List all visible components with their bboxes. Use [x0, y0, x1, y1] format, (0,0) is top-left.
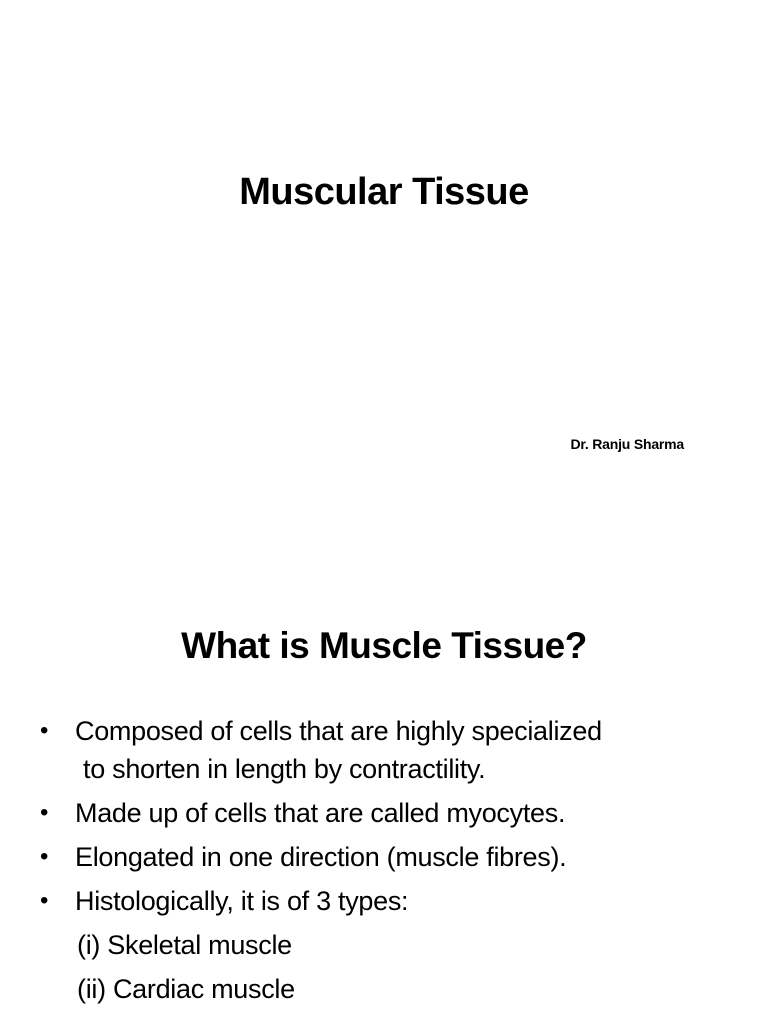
bullet-item — [40, 882, 740, 920]
bullet-item — [40, 712, 740, 788]
bullet-text: Made up of cells that are called myocytes. — [75, 798, 566, 828]
sub-list-item — [40, 926, 740, 964]
bullet-text-line-1: Composed of cells that are highly specialized — [75, 716, 602, 746]
bullet-text-line-2: to shorten in length by contractility. — [83, 754, 486, 784]
sub-item-text: (ii) Cardiac muscle — [77, 974, 295, 1004]
bullet-text: Elongated in one direction (muscle fibres). — [75, 842, 567, 872]
author-name: Dr. Ranju Sharma — [570, 436, 684, 452]
sub-item-text: (i) Skeletal muscle — [77, 930, 292, 960]
bullet-marker: • — [40, 717, 49, 744]
slide-2-title: What is Muscle Tissue? — [181, 625, 587, 666]
bullet-item — [40, 794, 740, 832]
sub-list-item — [40, 970, 740, 1008]
slide-2 — [0, 576, 768, 1024]
bullet-marker: • — [40, 843, 49, 870]
bullet-marker: • — [40, 799, 49, 826]
slide-1-title: Muscular Tissue — [239, 171, 529, 213]
bullet-item — [40, 838, 740, 876]
bullet-marker: • — [40, 887, 49, 914]
bullet-list — [40, 712, 740, 1014]
bullet-text: Histologically, it is of 3 types: — [75, 886, 409, 916]
